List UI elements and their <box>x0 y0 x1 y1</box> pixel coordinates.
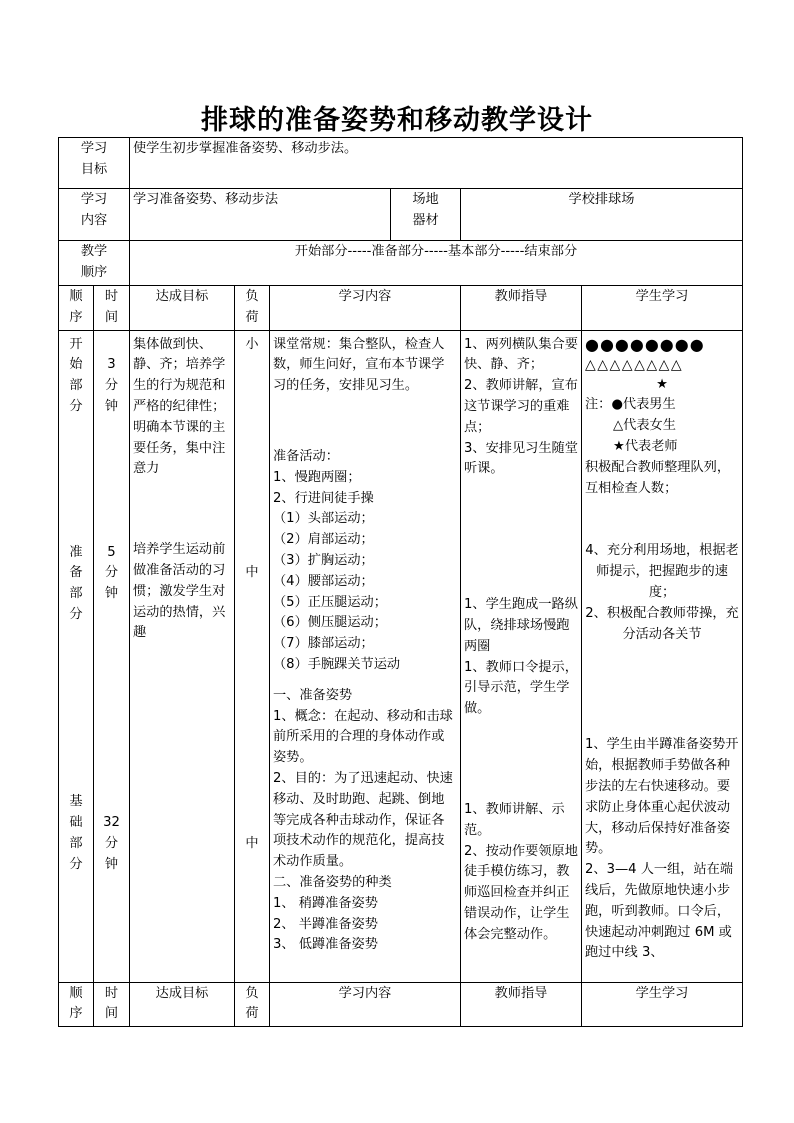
header-row <box>59 286 743 331</box>
content-label: 学习 内容 <box>59 189 130 241</box>
header-student: 学生学习 <box>582 286 743 331</box>
footer-content: 学习内容 <box>270 982 461 1027</box>
header-content: 学习内容 <box>270 286 461 331</box>
content-row <box>59 189 743 241</box>
footer-time: 时 间 <box>94 982 130 1027</box>
footer-teacher: 教师指导 <box>461 982 582 1027</box>
header-teacher: 教师指导 <box>461 286 582 331</box>
target-prep: 培养学生运动前做准备活动的习惯；激发学生对运动的热情，兴趣 <box>133 542 226 641</box>
footer-seq: 顺 序 <box>59 982 94 1027</box>
order-row <box>59 241 743 286</box>
venue-label: 场地 器材 <box>391 189 461 241</box>
header-load: 负 荷 <box>235 286 270 331</box>
content-column <box>270 330 461 982</box>
header-target: 达成目标 <box>130 286 235 331</box>
order-label: 教学 顺序 <box>59 241 130 286</box>
footer-load: 负 荷 <box>235 982 270 1027</box>
target-start: 集体做到快、静、齐；培养学生的行为规范和严格的纪律性；明确本节课的主要任务，集中注意力 <box>133 336 226 477</box>
teacher-position-star: ★ <box>656 376 668 392</box>
seq-column: 开 始 部 分 准 备 部 分 基 础 部 分 <box>59 330 94 982</box>
teacher-column <box>461 330 582 982</box>
body-row <box>59 330 743 982</box>
header-seq: 顺 序 <box>59 286 94 331</box>
male-students-formation: ●●●●●●●● <box>585 334 705 354</box>
content-basic: 一、准备姿势 1、概念：在起动、移动和击球前所采用的合理的身体动作或姿势。 2、目的：为了迅速起动、快速移动、及时助跑、起跳、倒地等完成各种击球动作，保证各项技术动作的规范化，提高技术动作质量。 二、准备姿势的种类 1、 稍蹲准备姿势 2、 半蹲准备姿势 3、 低蹲准备姿势 <box>273 687 453 953</box>
student-basic: 1、学生由半蹲准备姿势开始，根据教师手势做各种步法的左右快速移动。要求防止身体重心起伏波动大，移动后保持好准备姿势。 2、3—4 人一组，站在端线后，先做原地快速小步跑，听到教师。口令后，快速起动冲刺跑过 6M 或跑过中线 3、 <box>585 737 739 961</box>
goal-row <box>59 138 743 189</box>
student-start: 积极配合教师整理队列，互相检查人数； <box>585 459 731 496</box>
female-students-formation: △△△△△△△△ <box>585 356 684 373</box>
teacher-start: 1、两列横队集合要快、静、齐； 2、教师讲解，宣布这节课学习的重难点； 3、安排见习生随堂听课。 <box>464 336 578 477</box>
student-column <box>582 330 743 982</box>
teacher-basic: 1、教师讲解、示范。 2、按动作要领原地徒手模仿练习，教师巡回检查并纠正错误动作，让学生体会完整动作。 <box>464 801 578 942</box>
venue-value: 学校排球场 <box>461 189 743 241</box>
footer-target: 达成目标 <box>130 982 235 1027</box>
legend-male: 注：●代表男生 <box>585 397 676 413</box>
page-title: 排球的准备姿势和移动教学设计 <box>201 105 593 136</box>
time-column: 3 分 钟 5 分 钟 32 分 钟 <box>94 330 130 982</box>
legend-female: △代表女生 <box>613 418 676 434</box>
content-start: 课堂常规：集合整队，检查人数，师生问好，宣布本节课学习的任务，安排见习生。 <box>273 336 445 394</box>
load-column: 小 中 中 <box>235 330 270 982</box>
lesson-plan-table <box>58 137 743 1027</box>
student-prep: 4、充分利用场地，根据老师提示，把握跑步的速度； 2、积极配合教师带操，充分活动各关节 <box>585 543 739 642</box>
goal-value: 使学生初步掌握准备姿势、移动步法。 <box>130 138 743 189</box>
header-time: 时 间 <box>94 286 130 331</box>
teacher-prep: 1、学生跑成一路纵队，绕排球场慢跑两圈 1、教师口令提示，引导示范，学生学做。 <box>464 597 578 717</box>
footer-student: 学生学习 <box>582 982 743 1027</box>
target-column <box>130 330 235 982</box>
legend-teacher: ★代表老师 <box>613 438 678 454</box>
content-prep: 准备活动： 1、慢跑两圈； 2、行进间徒手操 （1）头部运动； （2）肩部运动； （3）扩胸运动； （4）腰部运动； （5）正压腿运动； （6）侧压腿运动； （7）膝部运动； （8）手腕踝关节运动 <box>273 448 401 672</box>
goal-label: 学习 目标 <box>59 138 130 189</box>
footer-header-row <box>59 982 743 1027</box>
content-value: 学习准备姿势、移动步法 <box>130 189 391 241</box>
order-value: 开始部分-----准备部分-----基本部分-----结束部分 <box>130 241 743 286</box>
